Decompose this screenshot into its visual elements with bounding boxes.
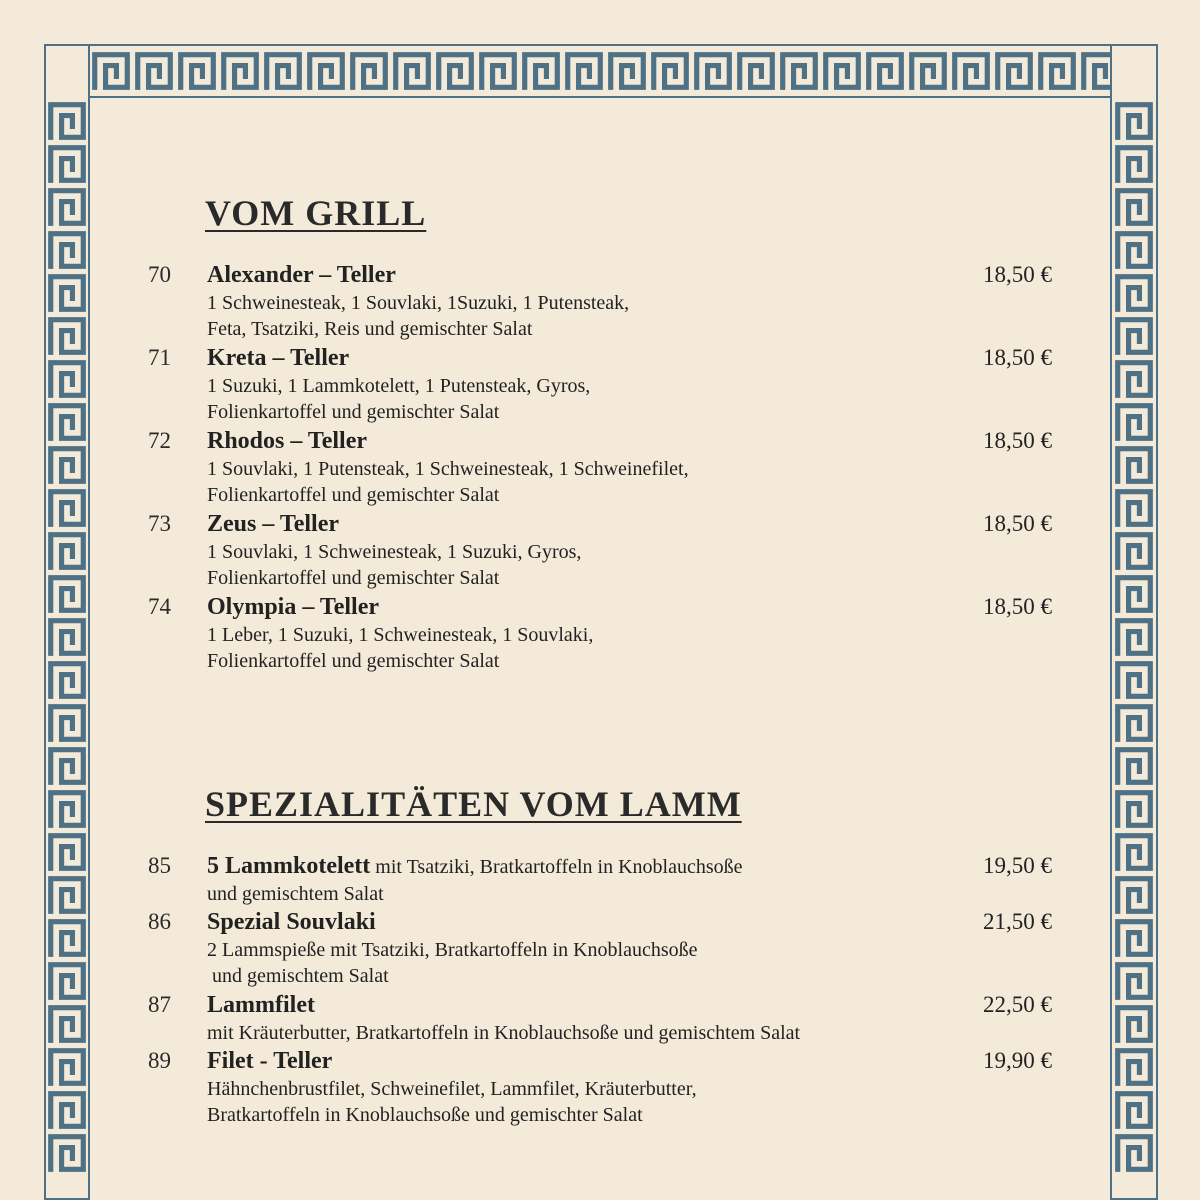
item-price: 18,50 € — [983, 345, 1052, 370]
item-number: 72 — [148, 428, 171, 453]
item-name: Filet - Teller — [207, 1048, 333, 1074]
item-description-line: Feta, Tsatziki, Reis und gemischter Salat — [207, 318, 533, 340]
item-price: 18,50 € — [983, 594, 1052, 619]
item-description-line: mit Kräuterbutter, Bratkartoffeln in Knoblauchsoße und gemischtem Salat — [207, 1022, 801, 1044]
item-description-line: Hähnchenbrustfilet, Schweinefilet, Lammfilet, Kräuterbutter, — [207, 1078, 697, 1100]
item-number: 70 — [148, 262, 171, 287]
item-number: 87 — [148, 992, 171, 1017]
item-description-line: Folienkartoffel und gemischter Salat — [207, 484, 500, 506]
item-price: 18,50 € — [983, 428, 1052, 453]
item-price: 21,50 € — [983, 909, 1052, 934]
item-name: Kreta – Teller — [207, 345, 350, 371]
item-description-line: Folienkartoffel und gemischter Salat — [207, 650, 500, 672]
item-description-line: Bratkartoffeln in Knoblauchsoße und gemischter Salat — [207, 1104, 643, 1126]
item-price: 19,50 € — [983, 853, 1052, 878]
section-heading-grill: VOM GRILL — [205, 193, 427, 233]
item-number: 85 — [148, 853, 171, 878]
item-name: Alexander – Teller — [207, 262, 396, 288]
item-description-line: 1 Souvlaki, 1 Schweinesteak, 1 Suzuki, Gyros, — [207, 541, 582, 563]
item-name: Rhodos – Teller — [207, 428, 368, 454]
item-description-line: 1 Schweinesteak, 1 Souvlaki, 1Suzuki, 1 Putensteak, — [207, 292, 630, 314]
item-description-line: Folienkartoffel und gemischter Salat — [207, 401, 500, 423]
item-name: Zeus – Teller — [207, 511, 340, 537]
item-price: 19,90 € — [983, 1048, 1052, 1073]
item-description-line: 2 Lammspieße mit Tsatziki, Bratkartoffeln in Knoblauchsoße — [207, 939, 698, 961]
item-description-line: Folienkartoffel und gemischter Salat — [207, 567, 500, 589]
item-description-line: 1 Suzuki, 1 Lammkotelett, 1 Putensteak, Gyros, — [207, 375, 591, 397]
item-description-line: 1 Leber, 1 Suzuki, 1 Schweinesteak, 1 Souvlaki, — [207, 624, 594, 646]
item-number: 73 — [148, 511, 171, 536]
item-description-line: und gemischtem Salat — [207, 965, 389, 987]
item-name: Olympia – Teller — [207, 594, 380, 620]
item-name-row — [207, 853, 743, 880]
item-number: 89 — [148, 1048, 171, 1073]
section-heading-lamb: SPEZIALITÄTEN VOM LAMM — [205, 784, 742, 824]
item-number: 86 — [148, 909, 171, 934]
item-number: 74 — [148, 594, 171, 619]
item-name: Spezial Souvlaki — [207, 909, 376, 935]
item-inline-description: mit Tsatziki, Bratkartoffeln in Knoblauchsoße — [370, 856, 743, 878]
item-description-line: 1 Souvlaki, 1 Putensteak, 1 Schweinesteak, 1 Schweinefilet, — [207, 458, 689, 480]
item-price: 22,50 € — [983, 992, 1052, 1017]
item-name: Lammfilet — [207, 992, 315, 1018]
item-name: 5 Lammkotelett — [207, 853, 371, 879]
item-number: 71 — [148, 345, 171, 370]
item-price: 18,50 € — [983, 511, 1052, 536]
item-price: 18,50 € — [983, 262, 1052, 287]
item-description-line: und gemischtem Salat — [207, 883, 384, 905]
